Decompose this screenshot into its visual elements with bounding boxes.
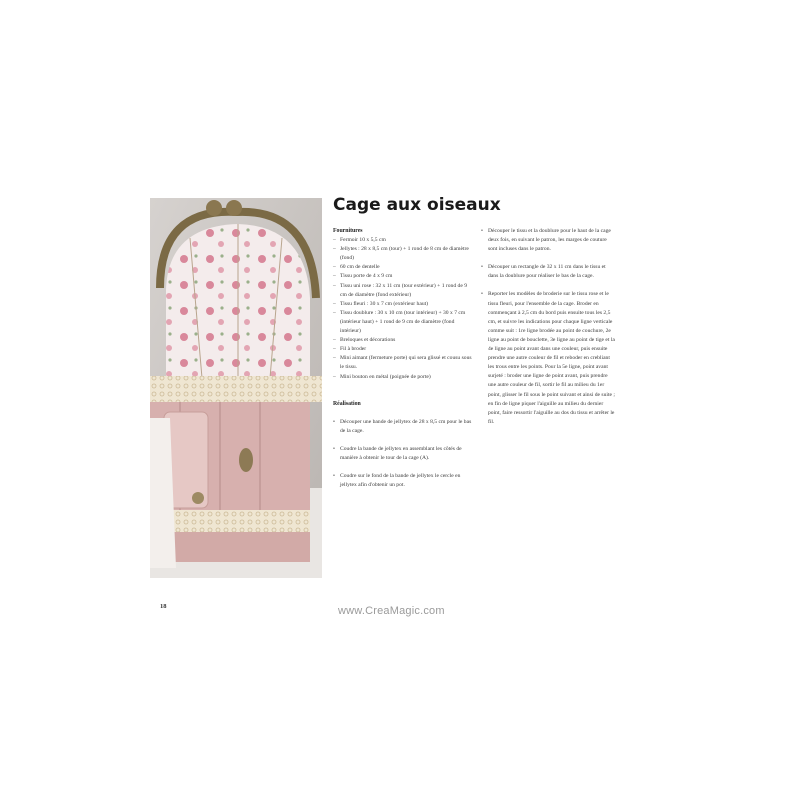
supply-item: – Fil à broder xyxy=(333,345,473,354)
page-title: Cage aux oiseaux xyxy=(333,195,501,215)
instruction-step: • Découper le tissu et la doublure pour le haut de la cage deux fois, en suivant le patron, les marges de couture sont incluses dans le patron. xyxy=(481,227,615,254)
instruction-step: • Coudre sur le fond de la bande de jellytex le cercle en jellytex afin d'obtenir un pot. xyxy=(333,472,473,490)
instruction-step: • Reporter les modèles de broderie sur le tissu rose et le tissu fleuri, pour l'ensemble de la cage. Broder en commençant à 2,5 cm du bord puis ensuite tous les 2,5 cm, et suivre les indications pour chaque ligne verticale comme suit : 1re ligne brodée au point de couchure, 2e ligne au point de bouclette, 3e ligne au point de tige et la 4e ligne au point avant dans une couleur, puis ensuite prendre une autre couleur de fil et reboder en crebliant les trous entre les points. Pour la 5e ligne, point avant surjeté : broder une ligne de point avant, puis prendre une autre couleur de fil, sortir le fil au milieu du 1er point, glisser le fil sous le point suivant et ainsi de suite ; en fin de ligne piquer l'aiguille au milieu du dernier point, faire ressortir l'aiguille au dos du tissu et arrêter le fil. xyxy=(481,290,615,426)
purse-illustration xyxy=(150,198,322,578)
supply-item: – Fermoir 10 x 5,5 cm xyxy=(333,236,473,245)
instruction-step: • Découper une bande de jellytex de 28 x 8,5 cm pour le bas de la cage. xyxy=(333,418,473,436)
watermark-link: www.CreaMagic.com xyxy=(338,605,445,617)
supply-item: – Breloques et décorations xyxy=(333,336,473,345)
left-text-column xyxy=(333,227,473,499)
supply-item: – Tissu porte de 4 x 9 cm xyxy=(333,272,473,281)
supplies-heading: Fournitures xyxy=(333,228,363,234)
page-number: 18 xyxy=(160,603,167,610)
supply-item: – 60 cm de dentelle xyxy=(333,263,473,272)
supply-item: – Mini bouton en métal (poignée de porte) xyxy=(333,373,473,382)
supply-item: – Tissu uni rose : 32 x 11 cm (tour extérieur) + 1 rond de 9 cm de diamètre (fond extérieur) xyxy=(333,282,473,300)
instruction-step: • Coudre la bande de jellytex en assemblant les côtés de manière à obtenir le tour de la cage (A). xyxy=(333,445,473,463)
instruction-step: • Découper un rectangle de 32 x 11 cm dans le tissu et dans la doublure pour réaliser le bas de la cage. xyxy=(481,263,615,281)
supply-item: – Mini aimant (fermeture porte) qui sera glissé et cousu sous le tissu. xyxy=(333,354,473,372)
purse-photo xyxy=(150,198,322,578)
supply-item: – Tissu doublure : 30 x 10 cm (tour intérieur) + 30 x 7 cm (intérieur haut) + 1 rond de 9 cm de diamètre (fond intérieur) xyxy=(333,309,473,336)
right-text-column xyxy=(481,227,615,436)
supply-item: – Tissu fleuri : 30 x 7 cm (extérieur haut) xyxy=(333,300,473,309)
supply-item: – Jellytes : 28 x 8,5 cm (tour) + 1 rond de 8 cm de diamètre (fond) xyxy=(333,245,473,263)
realisation-heading: Réalisation xyxy=(333,400,361,407)
